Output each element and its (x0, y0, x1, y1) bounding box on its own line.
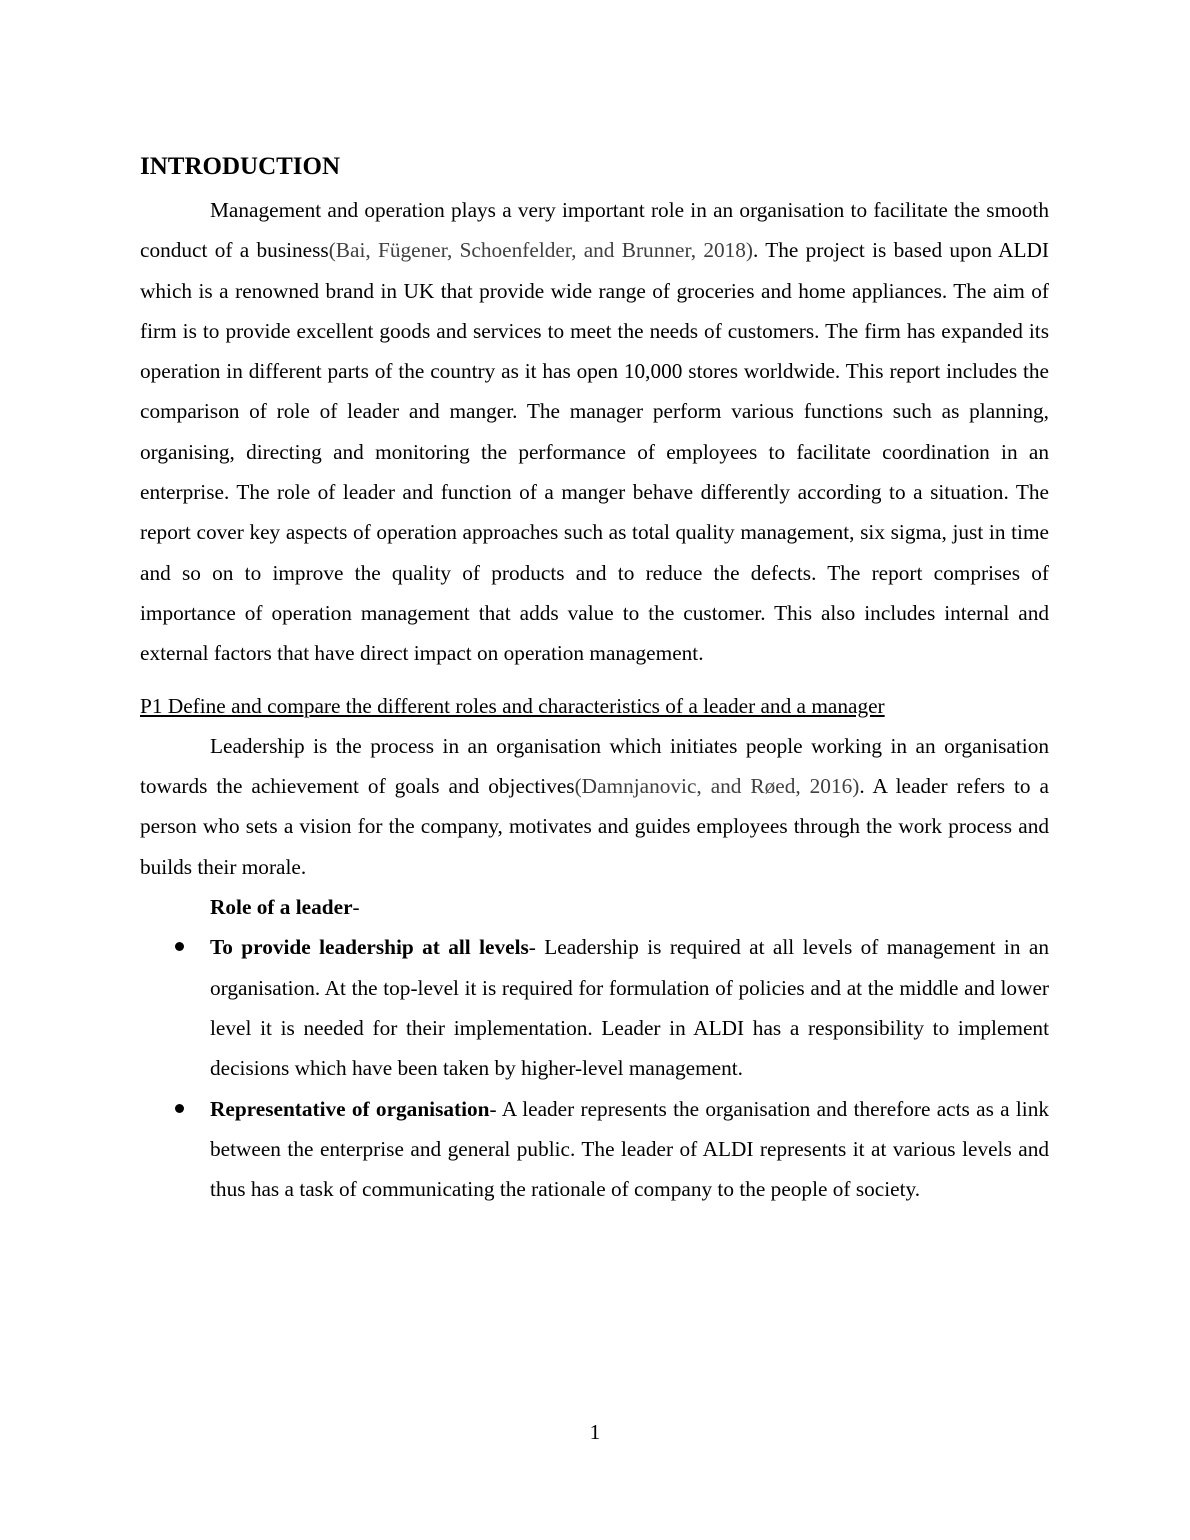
intro-citation: (Bai, Fügener, Schoenfelder, and Brunner, 2018) (328, 238, 754, 263)
bullet-icon (175, 942, 184, 951)
list-item (140, 927, 1049, 1088)
introduction-heading: INTRODUCTION (140, 153, 341, 180)
leader-roles-list (140, 927, 1049, 1209)
bullet-text: - A leader represents the organisation and therefore acts as a link between the enterprise and general public. The leader of ALDI represents it at various levels and thus has a task of communicating the rationale of company to the people of society. (210, 1096, 1049, 1202)
page-content (140, 150, 1049, 1209)
p1-heading: P1 Define and compare the different roles and characteristics of a leader and a manager (140, 693, 885, 718)
leadership-paragraph (140, 726, 1049, 887)
bullet-icon (175, 1104, 184, 1113)
bullet-title: Representative of organisation (210, 1096, 490, 1121)
intro-text-part1: Management and operation plays a very important role in an organisation to facilitate the smooth conduct of a business (140, 198, 1049, 263)
role-of-leader-heading (140, 887, 1049, 927)
bullet-text: - Leadership is required at all levels of management in an organisation. At the top-level it is required for formulation of policies and at the middle and lower level it is needed for their implementation. Leader in ALDI has a responsibility to implement decisions which have been taken by higher-level management. (210, 935, 1049, 1081)
list-item (140, 1089, 1049, 1210)
intro-text-part2: . The project is based upon ALDI which is a renowned brand in UK that provide wide range of groceries and home appliances. The aim of firm is to provide excellent goods and services to meet the needs of customers. The firm has expanded its operation in different parts of the country as it has open 10,000 stores worldwide. This report includes the comparison of role of leader and manger. The manager perform various functions such as planning, organising, directing and monitoring the performance of employees to facilitate coordination in an enterprise. The role of leader and function of a manger behave differently according to a situation. The report cover key aspects of operation approaches such as total quality management, six sigma, just in time and so on to improve the quality of products and to reduce the defects. The report comprises of importance of operation management that adds value to the customer. This also includes internal and external factors that have direct impact on operation management. (140, 238, 1049, 666)
leadership-text-part1: Leadership is the process in an organisation which initiates people working in an organisation towards the achievement of goals and objectives (140, 733, 1049, 799)
role-title-text: Role of a leader (210, 895, 353, 920)
role-title-suffix: - (352, 895, 360, 920)
introduction-paragraph (140, 190, 1049, 674)
leadership-citation: (Damnjanovic, and Røed, 2016) (574, 774, 860, 799)
page-number: 1 (589, 1420, 601, 1444)
leadership-text-part2: . A leader refers to a person who sets a vision for the company, motivates and guides employees through the work process and builds their morale. (140, 774, 1049, 879)
bullet-title: To provide leadership at all levels (210, 935, 529, 960)
